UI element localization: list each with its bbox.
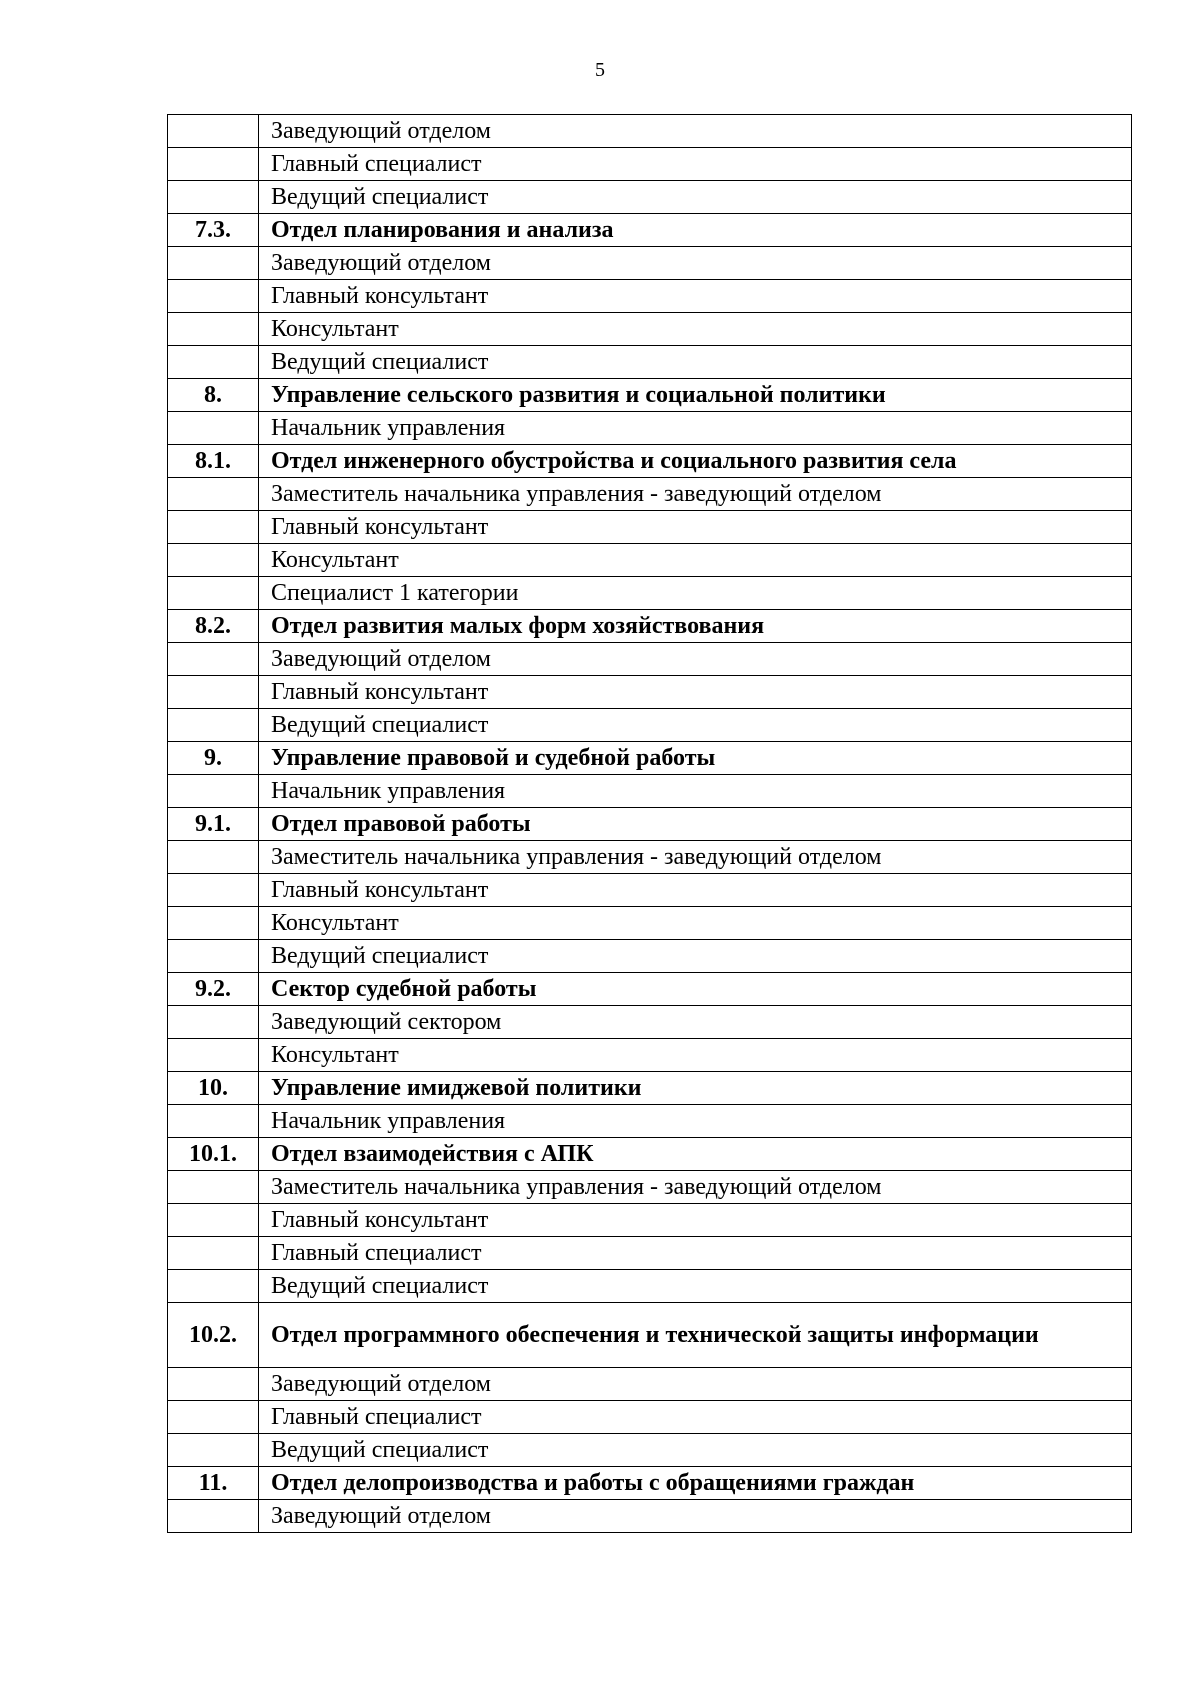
table-row-position	[168, 544, 1132, 577]
section-title-cell: Отдел взаимодействия с АПК	[259, 1138, 1132, 1171]
table-row-position	[168, 907, 1132, 940]
row-number-cell	[168, 478, 259, 511]
position-title-cell: Начальник управления	[259, 775, 1132, 808]
table-row-position	[168, 181, 1132, 214]
position-title-cell: Заместитель начальника управления - заведующий отделом	[259, 1171, 1132, 1204]
row-number-cell	[168, 247, 259, 280]
table-row-position	[168, 1270, 1132, 1303]
row-number-cell: 10.2.	[168, 1303, 259, 1368]
row-number-cell	[168, 181, 259, 214]
position-title-cell: Главный специалист	[259, 1401, 1132, 1434]
section-title-cell: Отдел делопроизводства и работы с обращениями граждан	[259, 1467, 1132, 1500]
row-number-cell	[168, 280, 259, 313]
row-number-cell	[168, 1237, 259, 1270]
row-number-cell	[168, 709, 259, 742]
staff-table-body	[168, 115, 1132, 1533]
position-title-cell: Главный консультант	[259, 676, 1132, 709]
table-row-position	[168, 1368, 1132, 1401]
section-title-cell: Отдел программного обеспечения и технической защиты информации	[259, 1303, 1132, 1368]
row-number-cell	[168, 1368, 259, 1401]
position-title-cell: Главный консультант	[259, 511, 1132, 544]
position-title-cell: Ведущий специалист	[259, 1270, 1132, 1303]
row-number-cell	[168, 841, 259, 874]
table-row-section	[168, 379, 1132, 412]
table-row-position	[168, 709, 1132, 742]
page-number: 5	[595, 59, 605, 81]
table-row-position	[168, 346, 1132, 379]
table-row-position	[168, 577, 1132, 610]
table-row-section	[168, 1467, 1132, 1500]
row-number-cell	[168, 1270, 259, 1303]
position-title-cell: Консультант	[259, 313, 1132, 346]
table-row-position	[168, 247, 1132, 280]
table-row-section	[168, 445, 1132, 478]
row-number-cell	[168, 1204, 259, 1237]
row-number-cell: 9.1.	[168, 808, 259, 841]
table-row-position	[168, 940, 1132, 973]
position-title-cell: Главный специалист	[259, 1237, 1132, 1270]
row-number-cell	[168, 412, 259, 445]
table-row-position	[168, 676, 1132, 709]
row-number-cell: 8.1.	[168, 445, 259, 478]
row-number-cell: 11.	[168, 1467, 259, 1500]
row-number-cell	[168, 511, 259, 544]
position-title-cell: Ведущий специалист	[259, 709, 1132, 742]
row-number-cell	[168, 1105, 259, 1138]
position-title-cell: Начальник управления	[259, 412, 1132, 445]
table-row-section	[168, 742, 1132, 775]
position-title-cell: Ведущий специалист	[259, 1434, 1132, 1467]
table-row-position	[168, 1500, 1132, 1533]
position-title-cell: Заведующий отделом	[259, 1500, 1132, 1533]
row-number-cell	[168, 1401, 259, 1434]
table-row-position	[168, 478, 1132, 511]
row-number-cell	[168, 1171, 259, 1204]
table-row-position	[168, 1171, 1132, 1204]
position-title-cell: Заведующий отделом	[259, 115, 1132, 148]
row-number-cell	[168, 676, 259, 709]
table-row-position	[168, 115, 1132, 148]
table-row-position	[168, 775, 1132, 808]
row-number-cell	[168, 148, 259, 181]
position-title-cell: Ведущий специалист	[259, 181, 1132, 214]
row-number-cell	[168, 577, 259, 610]
section-title-cell: Управление правовой и судебной работы	[259, 742, 1132, 775]
position-title-cell: Консультант	[259, 907, 1132, 940]
row-number-cell	[168, 775, 259, 808]
row-number-cell	[168, 1006, 259, 1039]
row-number-cell: 8.2.	[168, 610, 259, 643]
position-title-cell: Заведующий сектором	[259, 1006, 1132, 1039]
table-row-position	[168, 1237, 1132, 1270]
position-title-cell: Специалист 1 категории	[259, 577, 1132, 610]
section-title-cell: Отдел планирования и анализа	[259, 214, 1132, 247]
row-number-cell	[168, 1039, 259, 1072]
row-number-cell: 10.1.	[168, 1138, 259, 1171]
row-number-cell: 8.	[168, 379, 259, 412]
row-number-cell: 9.	[168, 742, 259, 775]
position-title-cell: Главный консультант	[259, 280, 1132, 313]
row-number-cell	[168, 874, 259, 907]
table-row-position	[168, 1039, 1132, 1072]
table-row-position	[168, 148, 1132, 181]
position-title-cell: Заведующий отделом	[259, 1368, 1132, 1401]
table-row-section	[168, 973, 1132, 1006]
position-title-cell: Главный специалист	[259, 148, 1132, 181]
row-number-cell	[168, 907, 259, 940]
table-row-section	[168, 1138, 1132, 1171]
position-title-cell: Главный консультант	[259, 1204, 1132, 1237]
staff-table	[167, 114, 1132, 1533]
table-row-section	[168, 1072, 1132, 1105]
section-title-cell: Управление имиджевой политики	[259, 1072, 1132, 1105]
row-number-cell	[168, 346, 259, 379]
row-number-cell	[168, 115, 259, 148]
position-title-cell: Главный консультант	[259, 874, 1132, 907]
row-number-cell	[168, 643, 259, 676]
section-title-cell: Управление сельского развития и социальной политики	[259, 379, 1132, 412]
table-row-position	[168, 1204, 1132, 1237]
position-title-cell: Заведующий отделом	[259, 643, 1132, 676]
section-title-cell: Отдел развития малых форм хозяйствования	[259, 610, 1132, 643]
table-row-position	[168, 511, 1132, 544]
position-title-cell: Консультант	[259, 544, 1132, 577]
row-number-cell	[168, 1434, 259, 1467]
position-title-cell: Заместитель начальника управления - заведующий отделом	[259, 478, 1132, 511]
table-row-position	[168, 412, 1132, 445]
row-number-cell: 9.2.	[168, 973, 259, 1006]
section-title-cell: Отдел инженерного обустройства и социального развития села	[259, 445, 1132, 478]
table-row-section	[168, 214, 1132, 247]
row-number-cell: 7.3.	[168, 214, 259, 247]
row-number-cell	[168, 1500, 259, 1533]
table-row-section	[168, 808, 1132, 841]
section-title-cell: Отдел правовой работы	[259, 808, 1132, 841]
row-number-cell: 10.	[168, 1072, 259, 1105]
table-row-section	[168, 1303, 1132, 1368]
table-row-position	[168, 313, 1132, 346]
table-row-position	[168, 280, 1132, 313]
section-title-cell: Сектор судебной работы	[259, 973, 1132, 1006]
position-title-cell: Ведущий специалист	[259, 346, 1132, 379]
table-row-position	[168, 874, 1132, 907]
row-number-cell	[168, 940, 259, 973]
position-title-cell: Заведующий отделом	[259, 247, 1132, 280]
position-title-cell: Ведущий специалист	[259, 940, 1132, 973]
table-row-position	[168, 1434, 1132, 1467]
position-title-cell: Начальник управления	[259, 1105, 1132, 1138]
table-row-section	[168, 610, 1132, 643]
row-number-cell	[168, 544, 259, 577]
row-number-cell	[168, 313, 259, 346]
position-title-cell: Консультант	[259, 1039, 1132, 1072]
table-row-position	[168, 1105, 1132, 1138]
table-row-position	[168, 643, 1132, 676]
table-row-position	[168, 1401, 1132, 1434]
position-title-cell: Заместитель начальника управления - заведующий отделом	[259, 841, 1132, 874]
table-row-position	[168, 1006, 1132, 1039]
table-row-position	[168, 841, 1132, 874]
